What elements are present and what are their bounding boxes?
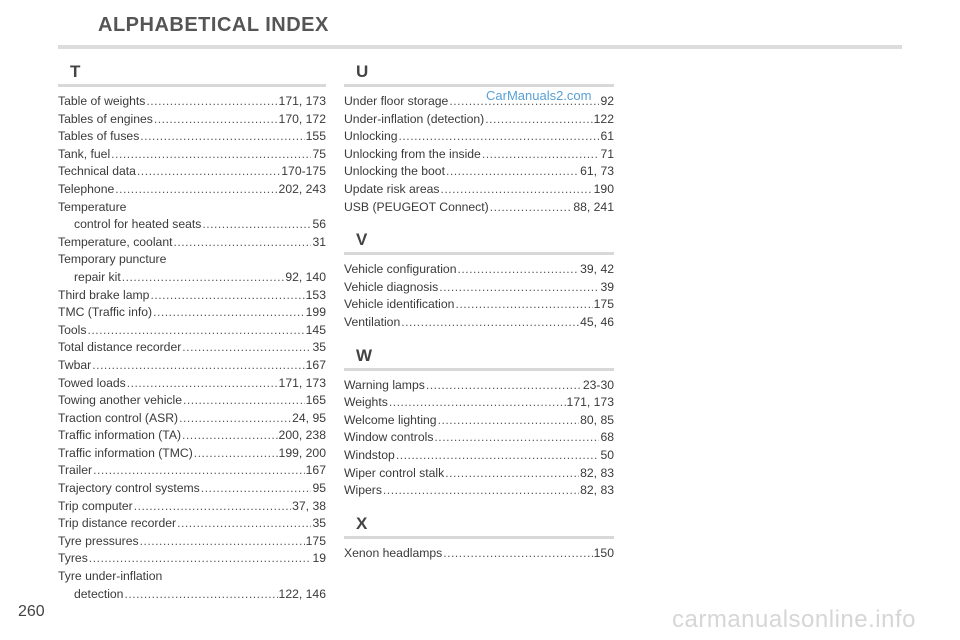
index-term: Wiper control stalk <box>344 465 445 480</box>
index-term: Tank, fuel <box>58 146 111 161</box>
index-term: Update risk areas <box>344 181 440 196</box>
dot-leader <box>401 314 579 332</box>
index-term: Towed loads <box>58 375 126 390</box>
section-letter-w: W <box>356 345 373 365</box>
index-term: Telephone <box>58 181 115 196</box>
dot-leader <box>443 545 592 563</box>
dot-leader <box>201 480 312 498</box>
index-entry <box>58 339 326 357</box>
index-term: Weights <box>344 395 388 410</box>
index-entry <box>344 429 614 447</box>
index-entry <box>58 410 326 428</box>
index-entry <box>344 314 614 332</box>
index-term: Towing another vehicle <box>58 393 182 408</box>
index-page-ref: 199, 200 <box>278 445 326 460</box>
dot-leader <box>89 550 312 568</box>
index-entry <box>58 480 326 498</box>
index-entry <box>58 498 326 516</box>
dot-leader <box>179 410 291 428</box>
section-letter-x: X <box>356 513 368 533</box>
dot-leader <box>445 465 579 483</box>
dot-leader <box>154 111 278 129</box>
index-term: Trailer <box>58 463 93 478</box>
index-entry <box>58 427 326 445</box>
index-term: Traction control (ASR) <box>58 410 179 425</box>
index-page-ref: 37, 38 <box>292 498 326 513</box>
index-entry <box>58 287 326 305</box>
watermark-carmanuals2: CarManuals2.com <box>486 88 592 103</box>
index-entry <box>344 111 614 129</box>
page-number: 260 <box>18 603 45 620</box>
index-term: Unlocking the boot <box>344 164 445 179</box>
index-entry <box>58 586 326 604</box>
section-x <box>344 514 614 563</box>
page-title: ALPHABETICAL INDEX <box>98 14 329 36</box>
index-page-ref: 175 <box>593 297 614 312</box>
index-entry <box>344 279 614 297</box>
dot-leader <box>182 427 278 445</box>
dot-leader <box>455 296 592 314</box>
index-term: Tyre under-inflation <box>58 569 163 584</box>
dot-leader <box>93 462 305 480</box>
index-entry <box>58 515 326 533</box>
index-entry <box>58 375 326 393</box>
index-page-ref: 35 <box>312 340 326 355</box>
dot-leader <box>194 445 278 463</box>
dot-leader <box>111 146 311 164</box>
index-page-ref: 190 <box>593 181 614 196</box>
index-entry <box>58 111 326 129</box>
index-term: detection <box>74 586 124 601</box>
index-entry <box>344 412 614 430</box>
index-page-ref: 19 <box>312 551 326 566</box>
index-page-ref: 31 <box>312 234 326 249</box>
index-entry <box>58 146 326 164</box>
index-page-ref: 88, 241 <box>573 199 614 214</box>
section-letter-v: V <box>356 230 368 250</box>
index-page-ref: 199 <box>305 305 326 320</box>
index-page-ref: 50 <box>600 447 614 462</box>
entry-list-w <box>344 377 614 500</box>
index-entry <box>344 181 614 199</box>
index-page-ref: 167 <box>305 463 326 478</box>
index-term: USB (PEUGEOT Connect) <box>344 199 489 214</box>
index-entry <box>58 304 326 322</box>
dot-leader <box>434 429 599 447</box>
dot-leader <box>137 163 280 181</box>
index-term: Warning lamps <box>344 377 425 392</box>
index-page-ref: 23-30 <box>582 377 614 392</box>
index-page-ref: 175 <box>305 533 326 548</box>
index-entry <box>344 482 614 500</box>
index-term: Third brake lamp <box>58 287 150 302</box>
dot-leader <box>124 586 277 604</box>
index-page-ref: 24, 95 <box>292 410 326 425</box>
index-term: Tyre pressures <box>58 533 139 548</box>
dot-leader <box>122 269 285 287</box>
index-entry <box>344 377 614 395</box>
section-letter-t: T <box>70 62 81 81</box>
dot-leader <box>153 304 305 322</box>
index-page-ref: 155 <box>305 129 326 144</box>
index-term: Trajectory control systems <box>58 481 200 496</box>
index-term: TMC (Traffic info) <box>58 305 153 320</box>
index-term: Tools <box>58 322 87 337</box>
index-page-ref: 71 <box>600 146 614 161</box>
index-term: Unlocking <box>344 129 398 144</box>
dot-leader <box>426 377 582 395</box>
index-entry <box>344 545 614 563</box>
dot-leader <box>446 163 579 181</box>
index-entry <box>344 146 614 164</box>
index-page-ref: 82, 83 <box>580 465 614 480</box>
dot-leader <box>485 111 592 129</box>
index-entry <box>344 447 614 465</box>
dot-leader <box>457 261 579 279</box>
dot-leader <box>146 93 277 111</box>
index-page-ref: 39, 42 <box>580 262 614 277</box>
dot-leader <box>174 234 312 252</box>
index-page-ref: 75 <box>312 146 326 161</box>
index-page-ref: 82, 83 <box>580 483 614 498</box>
index-term: Temporary puncture <box>58 252 167 267</box>
index-page-ref: 167 <box>305 357 326 372</box>
dot-leader <box>92 357 304 375</box>
section-v <box>344 230 614 331</box>
index-entry <box>344 465 614 483</box>
index-page-ref: 165 <box>305 393 326 408</box>
index-entry <box>58 445 326 463</box>
index-page-ref: 122, 146 <box>278 586 326 601</box>
index-page-ref: 122 <box>593 111 614 126</box>
index-page-ref: 170-175 <box>281 164 326 179</box>
index-entry <box>58 93 326 111</box>
section-divider-w <box>344 368 614 371</box>
index-term: Welcome lighting <box>344 412 437 427</box>
dot-leader <box>134 498 291 516</box>
index-term: Trip distance recorder <box>58 516 177 531</box>
index-page-ref: 92, 140 <box>285 269 326 284</box>
section-t <box>58 62 326 603</box>
index-entry-heading <box>58 251 326 269</box>
dot-leader <box>439 279 599 297</box>
dot-leader <box>177 515 311 533</box>
index-page-ref: 45, 46 <box>580 314 614 329</box>
index-page-ref: 35 <box>312 516 326 531</box>
index-entry <box>58 550 326 568</box>
index-page-ref: 171, 173 <box>566 395 614 410</box>
index-term: Tyres <box>58 551 88 566</box>
dot-leader <box>490 199 573 217</box>
index-term: Unlocking from the inside <box>344 146 481 161</box>
dot-leader <box>115 181 277 199</box>
index-term: Ventilation <box>344 314 401 329</box>
index-entry <box>58 128 326 146</box>
index-page-ref: 92 <box>600 94 614 108</box>
index-term: Table of weights <box>58 94 146 108</box>
dot-leader <box>441 181 593 199</box>
section-u <box>344 62 614 216</box>
index-page-ref: 95 <box>312 481 326 496</box>
index-term: Tables of engines <box>58 111 153 126</box>
index-entry-heading <box>58 199 326 217</box>
dot-leader <box>127 375 278 393</box>
index-page-ref: 150 <box>593 545 614 560</box>
index-page-ref: 202, 243 <box>278 181 326 196</box>
index-term: Temperature, coolant <box>58 234 173 249</box>
section-divider-v <box>344 252 614 255</box>
index-page-ref: 171, 173 <box>278 94 326 108</box>
index-term: Wipers <box>344 483 382 498</box>
index-term: Trip computer <box>58 498 133 513</box>
watermark-carmanualsonline: carmanualsonline.info <box>672 606 916 633</box>
index-page-ref: 61, 73 <box>580 164 614 179</box>
dot-leader <box>182 339 311 357</box>
column-left <box>58 62 326 603</box>
section-w <box>344 346 614 500</box>
index-term: Vehicle identification <box>344 297 455 312</box>
entry-list-v <box>344 261 614 331</box>
index-entry <box>58 163 326 181</box>
index-entry <box>58 533 326 551</box>
dot-leader <box>482 146 600 164</box>
entry-list-t <box>58 93 326 603</box>
index-entry <box>344 394 614 412</box>
index-page-ref: 80, 85 <box>580 412 614 427</box>
entry-list-x <box>344 545 614 563</box>
index-term: Vehicle diagnosis <box>344 279 439 294</box>
section-divider-u <box>344 84 614 87</box>
dot-leader <box>87 322 304 340</box>
index-entry <box>344 128 614 146</box>
index-term: Under floor storage <box>344 94 449 108</box>
index-entry <box>344 163 614 181</box>
index-term: Twbar <box>58 357 92 372</box>
index-entry <box>58 181 326 199</box>
index-entry <box>58 269 326 287</box>
index-entry <box>344 296 614 314</box>
section-divider-t <box>58 84 326 87</box>
index-page-ref: 170, 172 <box>278 111 326 126</box>
entry-list-u <box>344 93 614 216</box>
index-entry-heading <box>58 568 326 586</box>
dot-leader <box>183 392 305 410</box>
index-term: Windstop <box>344 447 395 462</box>
index-entry <box>344 199 614 217</box>
index-term: Temperature <box>58 199 127 214</box>
dot-leader <box>140 128 304 146</box>
index-page-ref: 200, 238 <box>278 428 326 443</box>
index-entry <box>344 261 614 279</box>
index-page-ref: 61 <box>600 129 614 144</box>
index-term: Xenon headlamps <box>344 545 443 560</box>
dot-leader <box>383 482 579 500</box>
index-term: Traffic information (TMC) <box>58 445 193 460</box>
dot-leader <box>140 533 305 551</box>
section-letter-u: U <box>356 62 369 81</box>
index-term: Total distance recorder <box>58 340 182 355</box>
dot-leader <box>396 447 600 465</box>
index-term: Tables of fuses <box>58 129 140 144</box>
index-entry <box>58 234 326 252</box>
column-right <box>344 62 614 562</box>
dot-leader <box>150 287 304 305</box>
index-page-ref: 56 <box>312 217 326 232</box>
index-entry <box>58 322 326 340</box>
index-page-ref: 145 <box>305 322 326 337</box>
index-entry <box>58 462 326 480</box>
dot-leader <box>202 216 311 234</box>
index-page-ref: 39 <box>600 279 614 294</box>
index-page-ref: 153 <box>305 287 326 302</box>
index-term: Window controls <box>344 430 434 445</box>
index-term: Traffic information (TA) <box>58 428 182 443</box>
index-term: Vehicle configuration <box>344 262 457 277</box>
index-term: Under-inflation (detection) <box>344 111 485 126</box>
index-entry <box>58 216 326 234</box>
index-page-ref: 68 <box>600 430 614 445</box>
index-term: control for heated seats <box>74 217 202 232</box>
dot-leader <box>389 394 566 412</box>
index-page-ref: 171, 173 <box>278 375 326 390</box>
dot-leader <box>399 128 600 146</box>
index-entry <box>58 357 326 375</box>
index-entry <box>58 392 326 410</box>
index-term: Technical data <box>58 164 136 179</box>
dot-leader <box>438 412 580 430</box>
index-term: repair kit <box>74 269 121 284</box>
title-divider <box>58 45 902 49</box>
section-divider-x <box>344 536 614 539</box>
